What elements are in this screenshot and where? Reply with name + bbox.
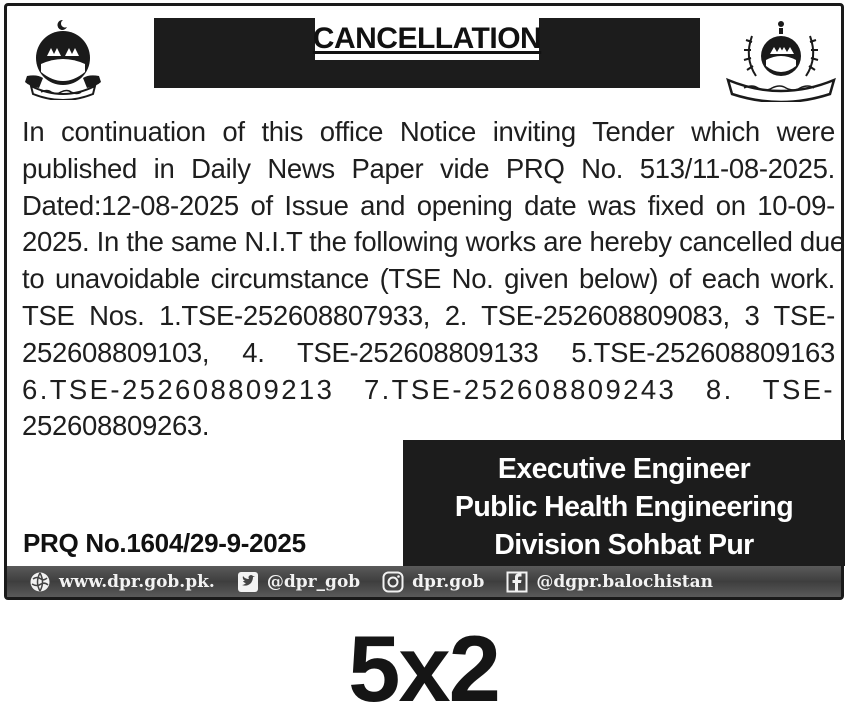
body-line: Dated:12-08-2025 of Issue and opening date was fixed on 10-09- [22,189,835,221]
dgpr-emblem-logo [722,18,840,102]
notice-body [22,114,845,445]
facebook-handle[interactable]: @dgpr.balochistan [536,571,714,592]
footer-website[interactable] [29,571,215,593]
body-line: In continuation of this office Notice inviting Tender which were [22,116,835,147]
footer-bar [7,566,841,597]
body-line: to unavoidable circumstance (TSE No. given below) of each work. [22,263,835,295]
body-line: 252608809263. [22,410,210,442]
signature-division: Division Sohbat Pur [494,529,754,561]
footer-instagram[interactable] [382,571,484,593]
ad-size-label: 5x2 [348,616,499,721]
prq-number: PRQ No.1604/29-9-2025 [23,528,306,558]
body-line: TSE Nos. 1.TSE-252608807933, 2. TSE-252608809083, 3 TSE- [22,299,835,331]
footer-facebook[interactable] [506,571,713,593]
facebook-icon [506,571,528,593]
advertisement [4,3,844,600]
body-line: 2025. In the same N.I.T the following works are hereby cancelled due [22,226,845,258]
instagram-icon [382,571,404,593]
signature-block [403,440,845,566]
body-line: 6.TSE-252608809213 7.TSE-252608809243 8. TSE- [22,373,835,405]
body-line: published in Daily News Paper vide PRQ No. 513/11-08-2025. [22,152,835,184]
signature-department: Public Health Engineering [454,491,794,523]
website-link[interactable]: www.dpr.gob.pk. [59,571,215,592]
globe-icon [29,571,51,593]
body-line: 252608809103, 4. TSE-252608809133 5.TSE-252608809163 [22,336,835,368]
footer-twitter[interactable] [237,571,360,593]
title-box [312,18,542,60]
twitter-icon [237,571,259,593]
balochistan-emblem-logo [17,16,109,100]
notice-title: CANCELLATION [312,22,542,55]
instagram-handle[interactable]: dpr.gob [412,571,485,592]
title-banner [154,18,700,88]
signature-designation: Executive Engineer [497,453,751,485]
twitter-handle[interactable]: @dpr_gob [266,571,361,592]
